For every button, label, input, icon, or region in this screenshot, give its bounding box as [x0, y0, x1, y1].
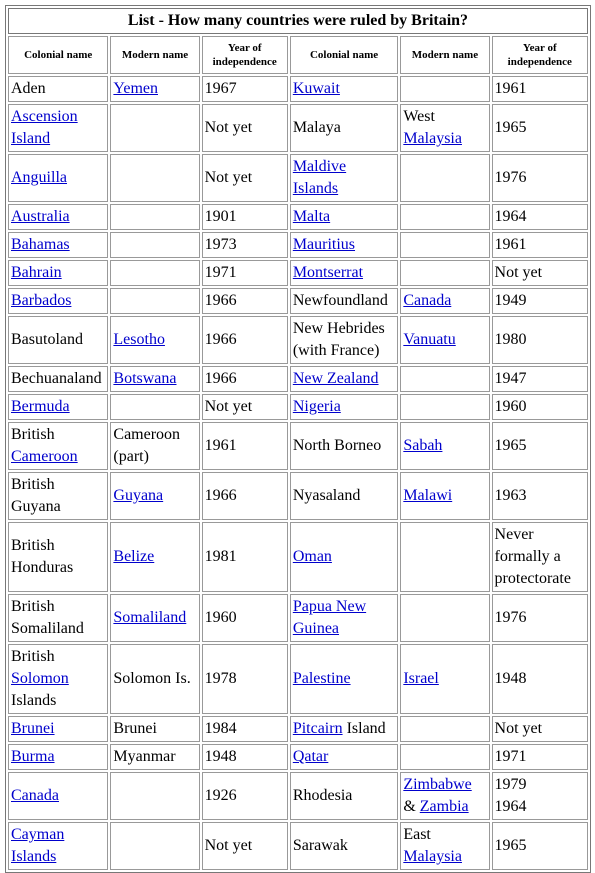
country-link[interactable]: Guyana: [113, 487, 164, 504]
country-link[interactable]: Canada: [403, 292, 452, 309]
year-cell: [202, 822, 288, 870]
cell-text: Not yet: [204, 169, 253, 186]
country-link[interactable]: Sabah: [403, 437, 443, 454]
colonial-name-cell: [8, 822, 108, 870]
cell-text: 1963: [494, 487, 527, 504]
country-link[interactable]: Malaysia: [403, 130, 462, 147]
header-row: [8, 36, 588, 74]
modern-name-cell: [400, 644, 489, 714]
country-link[interactable]: Papua New Guinea: [292, 598, 367, 637]
country-link[interactable]: Australia: [11, 208, 70, 225]
cell-text: 1980: [494, 331, 527, 348]
cell-text: 1976: [494, 169, 527, 186]
header-colonial-name: Colonial name: [8, 36, 108, 74]
modern-name-cell: [110, 204, 199, 230]
table-row: [8, 716, 588, 742]
cell-text: 1964: [494, 798, 527, 815]
cell-text: Myanmar: [113, 748, 176, 765]
year-cell: [492, 366, 588, 392]
colonial-name-cell: [8, 644, 108, 714]
cell-text: British Somaliland: [11, 598, 84, 637]
header-year-of-independence: Year of independence: [492, 36, 588, 74]
colonial-name-cell: [290, 366, 399, 392]
colonial-name-cell: [8, 104, 108, 152]
cell-text: &: [403, 798, 420, 815]
colonial-name-cell: [290, 716, 399, 742]
year-cell: [492, 232, 588, 258]
cell-text: 1961: [494, 80, 527, 97]
modern-name-cell: [400, 716, 489, 742]
colonial-name-cell: [290, 772, 399, 820]
cell-text: Sarawak: [292, 837, 348, 854]
year-cell: [202, 204, 288, 230]
table-row: [8, 204, 588, 230]
cell-text: 1966: [204, 487, 237, 504]
cell-text: 1965: [494, 119, 527, 136]
cell-text: Not yet: [494, 264, 543, 281]
cell-text: Rhodesia: [292, 787, 353, 804]
year-cell: [202, 104, 288, 152]
cell-text: 1961: [204, 437, 237, 454]
modern-name-cell: [400, 232, 489, 258]
colonial-name-cell: [8, 594, 108, 642]
cell-text: 1979: [494, 776, 527, 793]
country-link[interactable]: Palestine: [292, 670, 351, 687]
country-link[interactable]: Barbados: [11, 292, 72, 309]
cell-text: Newfoundland: [292, 292, 388, 309]
year-cell: [492, 394, 588, 420]
colonial-name-cell: [290, 472, 399, 520]
cell-text: Solomon Is.: [113, 670, 191, 687]
colonial-name-cell: [290, 822, 399, 870]
modern-name-cell: [110, 744, 199, 770]
cell-text: Cameroon (part): [113, 426, 181, 465]
country-link[interactable]: Lesotho: [113, 331, 165, 348]
table-row: [8, 316, 588, 364]
cell-text: 1965: [494, 837, 527, 854]
modern-name-cell: [400, 154, 489, 202]
country-link[interactable]: Zimbabwe: [403, 776, 472, 793]
colonial-name-cell: [8, 204, 108, 230]
header-modern-name: Modern name: [400, 36, 489, 74]
country-link[interactable]: Malta: [292, 208, 331, 225]
table-row: [8, 822, 588, 870]
colonial-name-cell: [290, 154, 399, 202]
colonial-name-cell: [8, 422, 108, 470]
cell-text: West: [403, 108, 435, 125]
country-link[interactable]: Solomon: [11, 670, 69, 687]
table-row: [8, 260, 588, 286]
cell-text: 1984: [204, 720, 237, 737]
cell-text: East: [403, 826, 431, 843]
cell-text: 1978: [204, 670, 237, 687]
country-link[interactable]: Malawi: [403, 487, 453, 504]
colonial-name-cell: [8, 316, 108, 364]
year-cell: [202, 316, 288, 364]
table-row: [8, 522, 588, 592]
cell-text: 1948: [204, 748, 237, 765]
modern-name-cell: [400, 260, 489, 286]
modern-name-cell: [400, 104, 489, 152]
year-cell: [492, 316, 588, 364]
cell-text: Not yet: [494, 720, 543, 737]
colonial-name-cell: [290, 204, 399, 230]
table-body: [8, 76, 588, 870]
cell-text: British Honduras: [11, 537, 74, 576]
colonial-name-cell: [290, 394, 399, 420]
country-link[interactable]: Bermuda: [11, 398, 70, 415]
modern-name-cell: [110, 822, 199, 870]
country-link[interactable]: Islands: [11, 848, 57, 865]
cell-text: 1971: [494, 748, 527, 765]
cell-text: 1966: [204, 370, 237, 387]
country-link[interactable]: New Zealand: [292, 370, 379, 387]
year-cell: [492, 154, 588, 202]
country-link[interactable]: Somaliland: [113, 609, 187, 626]
modern-name-cell: [110, 260, 199, 286]
table-row: [8, 232, 588, 258]
cell-text: Not yet: [204, 119, 253, 136]
cell-text: Malaya: [292, 119, 341, 136]
cell-text: 1971: [204, 264, 237, 281]
modern-name-cell: [400, 822, 489, 870]
colonial-name-cell: [290, 76, 399, 102]
modern-name-cell: [400, 522, 489, 592]
country-link[interactable]: Canada: [11, 787, 59, 804]
table-row: [8, 76, 588, 102]
cell-text: 1926: [204, 787, 237, 804]
country-link[interactable]: Nigeria: [292, 398, 341, 415]
year-cell: [492, 76, 588, 102]
colonial-name-cell: [8, 716, 108, 742]
header-colonial-name: Colonial name: [290, 36, 399, 74]
cell-text: 1981: [204, 548, 237, 565]
year-cell: [202, 76, 288, 102]
year-cell: [492, 204, 588, 230]
modern-name-cell: [110, 288, 199, 314]
modern-name-cell: [110, 316, 199, 364]
modern-name-cell: [400, 772, 489, 820]
colonial-name-cell: [8, 76, 108, 102]
country-link[interactable]: Maldive Islands: [292, 158, 347, 197]
country-link[interactable]: Vanuatu: [403, 331, 456, 348]
cell-text: Aden: [11, 80, 46, 97]
year-cell: [202, 716, 288, 742]
colonial-name-cell: [8, 472, 108, 520]
cell-text: 1976: [494, 609, 527, 626]
modern-name-cell: [400, 472, 489, 520]
cell-text: 1960: [204, 609, 237, 626]
year-cell: [492, 260, 588, 286]
cell-text: 1960: [494, 398, 527, 415]
year-cell: [202, 522, 288, 592]
colonial-name-cell: [8, 232, 108, 258]
country-link[interactable]: Israel: [403, 670, 439, 687]
colonial-name-cell: [8, 522, 108, 592]
country-link[interactable]: Pitcairn: [292, 720, 343, 737]
country-link[interactable]: Cayman: [11, 826, 65, 843]
year-cell: [492, 644, 588, 714]
cell-text: British: [11, 426, 55, 443]
year-cell: [492, 522, 588, 592]
country-link[interactable]: Bahamas: [11, 236, 70, 253]
table-row: [8, 104, 588, 152]
table-row: [8, 772, 588, 820]
year-cell: [492, 822, 588, 870]
year-cell: [492, 772, 588, 820]
year-cell: [202, 644, 288, 714]
table-caption: List - How many countries were ruled by Britain?: [8, 8, 588, 34]
year-cell: [492, 594, 588, 642]
colonial-name-cell: [8, 744, 108, 770]
modern-name-cell: [400, 594, 489, 642]
table-row: [8, 744, 588, 770]
year-cell: [202, 472, 288, 520]
modern-name-cell: [400, 366, 489, 392]
cell-text: 1965: [494, 437, 527, 454]
table-row: [8, 154, 588, 202]
modern-name-cell: [110, 644, 199, 714]
cell-text: 1973: [204, 236, 237, 253]
year-cell: [202, 288, 288, 314]
year-cell: [492, 716, 588, 742]
colonial-name-cell: [290, 288, 399, 314]
country-link[interactable]: Botswana: [113, 370, 177, 387]
country-link[interactable]: Kuwait: [292, 80, 340, 97]
cell-text: North Borneo: [292, 437, 382, 454]
cell-text: 1948: [494, 670, 527, 687]
colonial-name-cell: [290, 644, 399, 714]
colonial-name-cell: [290, 594, 399, 642]
cell-text: 1966: [204, 292, 237, 309]
colonial-name-cell: [8, 288, 108, 314]
table-row: [8, 644, 588, 714]
colonial-name-cell: [290, 316, 399, 364]
cell-text: 1961: [494, 236, 527, 253]
colonial-name-cell: [290, 744, 399, 770]
cell-text: 1966: [204, 331, 237, 348]
modern-name-cell: [110, 232, 199, 258]
modern-name-cell: [110, 772, 199, 820]
modern-name-cell: [110, 422, 199, 470]
colonial-name-cell: [8, 260, 108, 286]
year-cell: [492, 104, 588, 152]
caption-row: [8, 8, 588, 34]
modern-name-cell: [110, 472, 199, 520]
colonial-name-cell: [290, 522, 399, 592]
cell-text: British: [11, 648, 55, 665]
year-cell: [492, 744, 588, 770]
year-cell: [202, 260, 288, 286]
table-row: [8, 288, 588, 314]
table-row: [8, 422, 588, 470]
table-row: [8, 394, 588, 420]
country-link[interactable]: Yemen: [113, 80, 158, 97]
country-link[interactable]: Burma: [11, 748, 55, 765]
header-year-of-independence: Year of independence: [202, 36, 288, 74]
colonial-name-cell: [8, 394, 108, 420]
country-link[interactable]: Belize: [113, 548, 155, 565]
modern-name-cell: [400, 744, 489, 770]
modern-name-cell: [400, 76, 489, 102]
country-link[interactable]: Brunei: [11, 720, 55, 737]
cell-text: Basutoland: [11, 331, 83, 348]
country-link[interactable]: Mauritius: [292, 236, 356, 253]
colonial-name-cell: [290, 232, 399, 258]
cell-text: New Hebrides (with France): [292, 320, 385, 359]
cell-text: Never formally a protectorate: [494, 526, 571, 587]
modern-name-cell: [110, 522, 199, 592]
cell-text: 1949: [494, 292, 527, 309]
year-cell: [202, 744, 288, 770]
year-cell: [202, 422, 288, 470]
cell-text: 1901: [204, 208, 237, 225]
modern-name-cell: [110, 104, 199, 152]
country-link[interactable]: Zambia: [419, 798, 469, 815]
table-row: [8, 366, 588, 392]
modern-name-cell: [400, 394, 489, 420]
year-cell: [492, 422, 588, 470]
cell-text: Islands: [11, 692, 57, 709]
cell-text: 1967: [204, 80, 237, 97]
year-cell: [202, 232, 288, 258]
year-cell: [202, 772, 288, 820]
colonies-table: [5, 5, 591, 873]
colonial-name-cell: [290, 260, 399, 286]
table-row: [8, 594, 588, 642]
cell-text: Island: [342, 720, 386, 737]
colonial-name-cell: [8, 366, 108, 392]
country-link[interactable]: Oman: [292, 548, 332, 565]
year-cell: [202, 366, 288, 392]
modern-name-cell: [110, 716, 199, 742]
country-link[interactable]: Malaysia: [403, 848, 462, 865]
year-cell: [202, 394, 288, 420]
modern-name-cell: [110, 154, 199, 202]
header-modern-name: Modern name: [110, 36, 199, 74]
country-link[interactable]: Montserrat: [292, 264, 364, 281]
year-cell: [492, 288, 588, 314]
modern-name-cell: [400, 204, 489, 230]
country-link[interactable]: Cameroon: [11, 448, 78, 465]
modern-name-cell: [110, 366, 199, 392]
cell-text: Not yet: [204, 398, 253, 415]
cell-text: Brunei: [113, 720, 157, 737]
modern-name-cell: [400, 288, 489, 314]
cell-text: Not yet: [204, 837, 253, 854]
table-row: [8, 472, 588, 520]
modern-name-cell: [110, 76, 199, 102]
country-link[interactable]: Qatar: [292, 748, 329, 765]
colonial-name-cell: [8, 154, 108, 202]
cell-text: Bechuanaland: [11, 370, 102, 387]
modern-name-cell: [110, 394, 199, 420]
year-cell: [492, 472, 588, 520]
country-link[interactable]: Anguilla: [11, 169, 67, 186]
colonial-name-cell: [290, 422, 399, 470]
country-link[interactable]: Ascension Island: [11, 108, 78, 147]
colonial-name-cell: [8, 772, 108, 820]
cell-text: British Guyana: [11, 476, 61, 515]
year-cell: [202, 594, 288, 642]
modern-name-cell: [400, 422, 489, 470]
year-cell: [202, 154, 288, 202]
country-link[interactable]: Bahrain: [11, 264, 62, 281]
modern-name-cell: [110, 594, 199, 642]
cell-text: 1964: [494, 208, 527, 225]
cell-text: 1947: [494, 370, 527, 387]
colonial-name-cell: [290, 104, 399, 152]
cell-text: Nyasaland: [292, 487, 361, 504]
modern-name-cell: [400, 316, 489, 364]
